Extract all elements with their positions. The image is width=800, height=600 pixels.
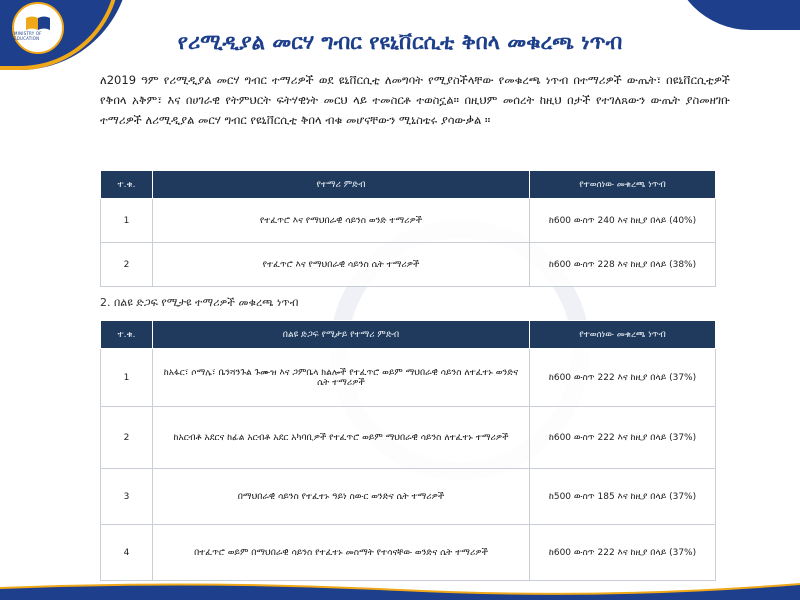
row-category: ከአፋር፣ ሶማሌ፣ ቤንሻንጉል ጉሙዝ እና ጋምቤላ ክልሎች የተፈጥሮ ወይም ማህበራዊ ሳይንስ ለተፈተኑ ወንድና ሴት ተማሪዎች [153,349,530,407]
row-number: 4 [101,525,153,581]
table-row [101,199,716,243]
table-row [101,525,716,581]
col-header-cutoff: የተወሰነው መቁረጫ ነጥብ [530,171,716,199]
row-number: 1 [101,199,153,243]
cutoff-table-special-support [100,320,716,581]
table-row [101,243,716,287]
row-cutoff: ከ600 ውስጥ 228 እና ከዚያ በላይ (38%) [530,243,716,287]
col-header-category: በልዩ ድጋፍ የሚታይ የተማሪ ምድብ [153,321,530,349]
book-icon [25,15,51,31]
row-category: ከአርብቶ አደርና ከፊል አርብቶ አደር አካባቢዎች የተፈጥሮ ወይም ማህበራዊ ሳይንስ ለተፈተኑ ተማሪዎች [153,407,530,469]
cutoff-table-general [100,170,716,287]
col-header-number: ተ.ቁ. [101,171,153,199]
row-cutoff: ከ500 ውስጥ 185 እና ከዚያ በላይ (37%) [530,469,716,525]
row-number: 2 [101,407,153,469]
table-row [101,407,716,469]
row-number: 1 [101,349,153,407]
row-category: የተፈጥሮ እና የማህበራዊ ሳይንስ ወንድ ተማሪዎች [153,199,530,243]
table-header-row [101,321,716,349]
logo-text: MINISTRY OF EDUCATION [14,31,42,41]
section-heading: 2. በልዩ ድጋፍ የሚታዩ ተማሪዎች መቁረጫ ነጥብ [100,296,299,309]
row-cutoff: ከ600 ውስጥ 222 እና ከዚያ በላይ (37%) [530,349,716,407]
row-cutoff: ከ600 ውስጥ 222 እና ከዚያ በላይ (37%) [530,407,716,469]
intro-paragraph: ለ2019 ዓም የሪሚዲያል መርሃ ግብር ተማሪዎች ወደ ዩኒቨርሲቲ ለመግባት የሚያስችላቸው የመቁረጫ ነጥብ በተማሪዎች ውጤት፣ በዩኒቨርሲቲዎች የቅበላ አቅም፣ እና በሀገራዊ የትምህርት ፍትሃዊነት መርህ ላይ ተመስርቶ ተወስኗል። በዚህም መሰረት ከዚህ በታች የተገለጸውን ውጤት ያስመዘገቡ ተማሪዎች ለሪሚዲያል መርሃ ግብር የዩኒቨርሲቲ ቅበላ ብቁ መሆናቸውን ሚኒስቴሩ ያሳውቃል ። [100,73,730,127]
ministry-logo [12,2,64,54]
table-row [101,349,716,407]
bottom-wave-decoration [0,578,800,600]
table-header-row [101,171,716,199]
row-category: በተፈጥሮ ወይም በማህበራዊ ሳይንስ የተፈተኑ መስማት የተሳናቸው ወንድና ሴት ተማሪዎች [153,525,530,581]
corner-decoration-right [670,0,800,30]
col-header-category: የተማሪ ምድብ [153,171,530,199]
row-category: በማህበራዊ ሳይንስ የተፈተኑ ዓይነ ስውር ወንድና ሴት ተማሪዎች [153,469,530,525]
table-row [101,469,716,525]
col-header-number: ተ.ቁ. [101,321,153,349]
row-category: የተፈጥሮ እና የማህበራዊ ሳይንስ ሴት ተማሪዎች [153,243,530,287]
page-title: የሪሚዲያል መርሃ ግብር የዩኒቨርሲቲ ቅበላ መቁረጫ ነጥብ [177,30,623,54]
row-cutoff: ከ600 ውስጥ 222 እና ከዚያ በላይ (37%) [530,525,716,581]
row-number: 3 [101,469,153,525]
row-number: 2 [101,243,153,287]
col-header-cutoff: የተወሰነው መቁረጫ ነጥብ [530,321,716,349]
row-cutoff: ከ600 ውስጥ 240 እና ከዚያ በላይ (40%) [530,199,716,243]
